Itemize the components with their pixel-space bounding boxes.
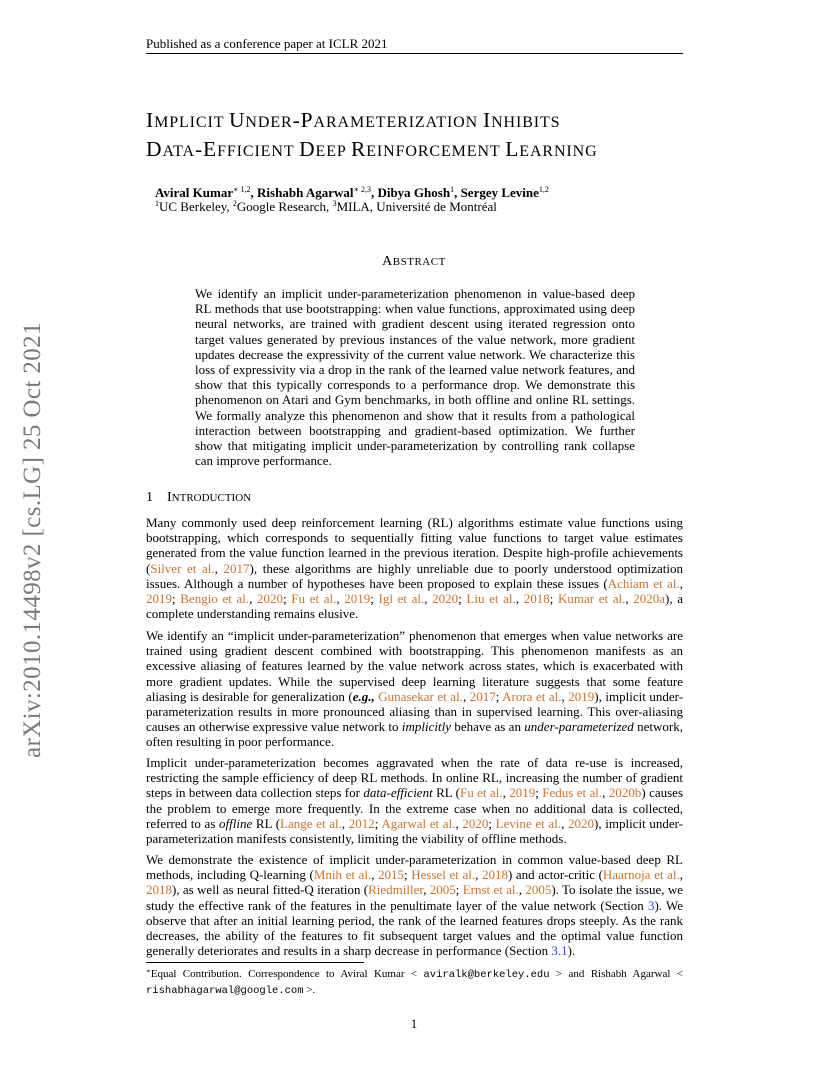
citation-link[interactable]: 2020 [568, 815, 594, 831]
citation-link[interactable]: Riedmiller [368, 882, 424, 898]
text-run: , [679, 867, 684, 883]
text-run: , [515, 591, 524, 607]
section-ref-link[interactable]: 3 [647, 897, 655, 913]
citation-link[interactable]: Gunasekar et al. [378, 688, 463, 704]
text-run: ), a complete understanding remains elusive. [146, 591, 684, 622]
text-run: ). We observe that after an initial learning period, the rank of the learned features drops steeply. As the rank decreases, the ability of the features to fit subsequent target values and the optimal value function generally deteriorates and results in a sharp decrease in performance (Section [146, 897, 684, 959]
text-run: ; [549, 591, 558, 607]
author-name: Aviral Kumar [155, 185, 234, 200]
text-run: ). To isolate the issue, we study the effective rank of the features in the penultimate layer of the value network (Section [146, 882, 683, 913]
text-run: , [424, 591, 433, 607]
citation-link[interactable]: 2018 [146, 882, 172, 898]
citation-link[interactable]: Levine et al. [495, 815, 562, 831]
citation-link[interactable]: Igl et al. [378, 591, 425, 607]
text-run: ; [172, 591, 181, 607]
citation-link[interactable]: 2005 [429, 882, 456, 898]
running-head: Published as a conference paper at ICLR 2021 [146, 36, 388, 51]
text-run: , [341, 815, 349, 831]
arxiv-watermark: arXiv:2010.14498v2 [cs.LG] 25 Oct 2021 [19, 322, 46, 758]
text-run: ; [495, 688, 503, 704]
author-name: Rishabh Agarwal [257, 185, 354, 200]
text-run: behave as an [451, 719, 525, 735]
citation-link[interactable]: Kumar et al. [557, 591, 626, 607]
text-run: e.g., [352, 688, 375, 704]
text-run: data-efficient [363, 785, 433, 801]
text-run: Implicit under-parameterization becomes aggravated when the rate of data re-use is increased, restricting the sample efficiency of deep RL methods. In online RL, increasing the number of gradient steps in between data collection steps for [146, 755, 683, 801]
text-run: , [561, 815, 568, 831]
text-run: , [423, 882, 430, 898]
abstract-text: We identify an implicit under-parameterization phenomenon in value-based deep RL methods that use bootstrapping: when value functions, approximated using deep neural networks, are trained with gradient descent using iterated regression onto target values generated by previous instances of the value network, more gradient updates decrease the expressivity of the current value network. We characterize this loss of expressivity via a drop in the rank of the learned value network features, and show that this typically corresponds to a performance drop. We demonstrate this phenomenon on Atari and Gym benchmarks, in both offline and online RL settings. We formally analyze this phenomenon and show that it results from a pathological interaction between bootstrapping and gradient-based optimization. We further show that mitigating implicit under-parameterization by controlling rank collapse can improve performance. [195, 286, 635, 469]
citation-link[interactable]: 2017 [469, 688, 496, 704]
paragraph [146, 755, 683, 846]
citation-link[interactable]: 2005 [525, 882, 552, 898]
citation-link[interactable]: 2018 [481, 867, 508, 883]
text-run: ), implicit under-parameterization results in more pronounced aliasing than in supervised learning. This over-aliasing causes an otherwise expressive value network to [146, 688, 684, 735]
email-link[interactable]: rishabhagarwal@google.com [146, 984, 304, 997]
text-run: , [214, 560, 224, 576]
text-run: ; [455, 882, 463, 898]
author-name: Sergey Levine [460, 185, 539, 200]
text-run: We demonstrate the existence of implicit under-parameterization in common value-based deep RL methods, including Q-learning ( [146, 852, 683, 883]
citation-link[interactable]: Achiam et al. [607, 575, 680, 591]
citation-link[interactable]: 2020 [432, 591, 459, 607]
text-run: ; [374, 815, 382, 831]
title-line-1: IMPLICIT UNDER-PARAMETERIZATION INHIBITS [146, 108, 561, 132]
affiliations: $^1$UC Berkeley, $^2$Google Research, $^3$MILA, Université de Montréal [155, 199, 497, 214]
paragraph [146, 515, 683, 621]
citation-link[interactable]: 2018 [523, 591, 550, 607]
header-rule [146, 53, 683, 54]
text-run: Many commonly used deep reinforcement learning (RL) algorithms estimate value functions using bootstrapping, which corresponds to sequentially fitting value functions to target value estimates generated from the value function learned in the previous iteration. Despite high-profile achievements ( [146, 515, 683, 576]
text-run: , [502, 785, 510, 801]
text-run: network, often resulting in poor performance. [146, 719, 683, 750]
citation-link[interactable]: Haarnoja et al. [602, 867, 680, 883]
citation-link[interactable]: Fu et al. [291, 591, 337, 607]
citation-link[interactable]: 2019 [568, 688, 595, 704]
citation-link[interactable]: 2017 [223, 560, 250, 576]
section-heading-introduction: 1 INTRODUCTION [146, 490, 252, 505]
text-run: ; [404, 867, 412, 883]
citation-link[interactable]: 2012 [348, 815, 375, 831]
page-number: 1 [410, 1016, 418, 1031]
text-run: ). [567, 943, 576, 959]
text-run: , [462, 688, 470, 704]
title-line-2: DATA-EFFICIENT DEEP REINFORCEMENT LEARNING [146, 137, 598, 161]
text-run: We identify an “implicit under-parameterization” phenomenon that emerges when value networks are trained using gradient descent combined with bootstrapping. This phenomenon manifests as an excessive aliasing of features learned by the value network across states, which is exacerbated with more gradient updates. While the supervised deep learning literature suggests that some feature aliasing is desirable for generalization ( [146, 628, 683, 704]
paper-title [146, 107, 598, 165]
citation-link[interactable]: 2019 [509, 785, 536, 801]
citation-link[interactable]: Liu et al. [466, 591, 516, 607]
citation-link[interactable]: Lange et al. [280, 815, 342, 831]
author-list: Aviral Kumar$^{∗ 1,2}$, Rishabh Agarwal$^{∗ 2,3}$, Dibya Ghosh$^1$, Sergey Levine$^{1,2}$ [155, 185, 549, 200]
text-run: , [336, 591, 345, 607]
citation-link[interactable]: 2020 [257, 591, 284, 607]
text-run: ) and actor-critic ( [507, 867, 603, 883]
text-run: , [475, 867, 482, 883]
text-run: , [679, 575, 683, 591]
citation-link[interactable]: Mnih et al. [313, 867, 372, 883]
text-run: , [455, 815, 463, 831]
citation-link[interactable]: 2020a [633, 591, 666, 607]
footnote: ∗Equal Contribution. Correspondence to Aviral Kumar < aviralk@berkeley.edu > and Rishabh Agarwal < rishabhagarwal@google.com >. [146, 967, 683, 997]
text-run: ; [370, 591, 379, 607]
citation-link[interactable]: Ernst et al. [462, 882, 519, 898]
citation-link[interactable]: 2015 [378, 867, 405, 883]
text-run: ; [458, 591, 467, 607]
citation-link[interactable]: Arora et al. [502, 688, 562, 704]
author-name: Dibya Ghosh [377, 185, 451, 200]
citation-link[interactable]: 2020 [462, 815, 489, 831]
footnote-rule [146, 962, 364, 963]
citation-link[interactable]: 2020b [608, 785, 642, 801]
citation-link[interactable]: Bengio et al. [180, 591, 250, 607]
text-run: ) causes the problem to emerge more frequently. In the extreme case when no additional data is collected, referred to as [146, 785, 684, 831]
abstract-heading: ABSTRACT [382, 254, 446, 269]
text-run: RL ( [252, 815, 281, 831]
section-ref-link[interactable]: 3.1 [551, 943, 568, 959]
text-run: ; [535, 785, 543, 801]
text-run: , [625, 591, 634, 607]
text-run: , [561, 688, 569, 704]
text-run: implicitly [401, 719, 451, 735]
text-run: , [518, 882, 526, 898]
text-run: under-parameterized [524, 719, 634, 735]
text-run: , [249, 591, 258, 607]
citation-link[interactable]: 2019 [344, 591, 371, 607]
paragraph [146, 852, 683, 958]
text-run: , [371, 867, 379, 883]
paragraph [146, 628, 683, 750]
citation-link[interactable]: Agarwal et al. [381, 815, 456, 831]
citation-link[interactable]: Fu et al. [459, 785, 503, 801]
text-run: ; [283, 591, 292, 607]
citation-link[interactable]: Fedus et al. [542, 785, 603, 801]
text-run: RL ( [432, 785, 460, 801]
citation-link[interactable]: Hessel et al. [411, 867, 476, 883]
citation-link[interactable]: Silver et al. [150, 560, 215, 576]
text-run: ; [488, 815, 496, 831]
text-run: ), these algorithms are highly unreliable due to poorly understood optimization issues. Although a number of hypotheses have been proposed to explain these issues ( [146, 560, 683, 591]
text-run: , [602, 785, 609, 801]
text-run: offline [219, 815, 253, 831]
text-run: ), implicit under-parameterization manifests consistently, limiting the viability of offline methods. [146, 815, 684, 847]
citation-link[interactable]: 2019 [146, 591, 172, 607]
text-run: ), as well as neural fitted-Q iteration ( [172, 882, 369, 898]
email-link[interactable]: aviralk@berkeley.edu [423, 969, 550, 981]
